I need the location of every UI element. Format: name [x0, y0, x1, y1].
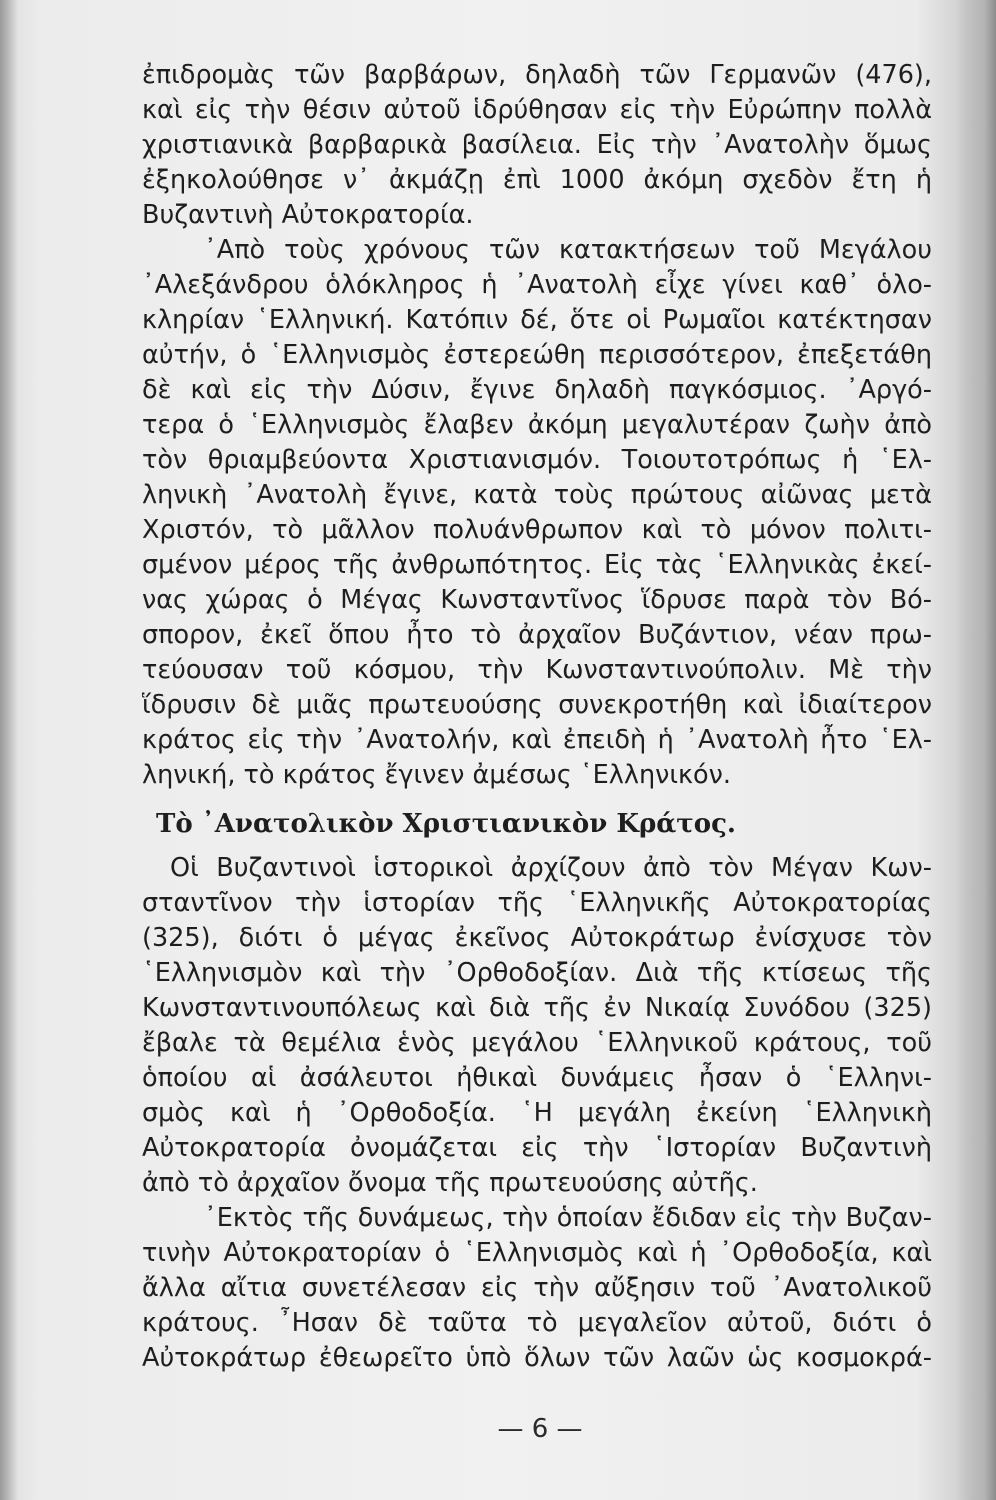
- text-line: δὲ καὶ εἰς τὴν Δύσιν, ἔγινε δηλαδὴ παγκόσμιος. ᾿Αργό-: [142, 375, 932, 405]
- text-line: Αὐτοκράτωρ ἐθεωρεῖτο ὑπὸ ὅλων τῶν λαῶν ὡς κοσμοκρά-: [142, 1343, 932, 1373]
- text-line: ἔβαλε τὰ θεμέλια ἑνὸς μεγάλου ῾Ελληνικοῦ κράτους, τοῦ: [142, 1028, 932, 1058]
- text-line: σμὸς καὶ ἡ ᾿Ορθοδοξία. ῾Η μεγάλη ἐκείνη ῾Ελληνικὴ: [142, 1098, 932, 1128]
- text-line: Οἱ Βυζαντινοὶ ἱστορικοὶ ἀρχίζουν ἀπὸ τὸν Μέγαν Κων-: [170, 853, 932, 883]
- text-line: ληνική, τὸ κράτος ἔγινεν ἀμέσως ῾Ελληνικόν.: [142, 760, 731, 790]
- text-line: ῾Ελληνισμὸν καὶ τὴν ᾿Ορθοδοξίαν. Διὰ τῆς κτίσεως τῆς: [142, 958, 932, 988]
- text-line: ἵδρυσιν δὲ μιᾶς πρωτευούσης συνεκροτήθη καὶ ἰδιαίτερον: [142, 690, 932, 720]
- text-line: τερα ὁ ῾Ελληνισμὸς ἔλαβεν ἀκόμη μεγαλυτέραν ζωὴν ἀπὸ: [142, 410, 932, 440]
- text-line: αὐτήν, ὁ ῾Ελληνισμὸς ἐστερεώθη περισσότερον, ἐπεξετάθη: [142, 340, 932, 370]
- section-heading: Τὸ ᾿Ανατολικὸν Χριστιανικὸν Κράτος.: [156, 809, 736, 839]
- text-line: ᾿Απὸ τοὺς χρόνους τῶν κατακτήσεων τοῦ Μεγάλου: [204, 235, 932, 265]
- text-line: κληρίαν ῾Ελληνική. Κατόπιν δέ, ὅτε οἱ Ρωμαῖοι κατέκτησαν: [142, 305, 932, 335]
- text-line: Χριστόν, τὸ μᾶλλον πολυάνθρωπον καὶ τὸ μόνον πολιτι-: [142, 515, 932, 545]
- page-edge-shadow: [956, 0, 996, 1500]
- text-line: καὶ εἰς τὴν θέσιν αὐτοῦ ἱδρύθησαν εἰς τὴν Εὐρώπην πολλὰ: [142, 95, 932, 125]
- text-line: κράτους. ῏Ησαν δὲ ταῦτα τὸ μεγαλεῖον αὐτοῦ, διότι ὁ: [142, 1308, 932, 1338]
- text-line: τεύουσαν τοῦ κόσμου, τὴν Κωνσταντινούπολιν. Μὲ τὴν: [142, 655, 932, 685]
- text-line: ἐξηκολούθησε ν᾿ ἀκμάζῃ ἐπὶ 1000 ἀκόμη σχεδὸν ἔτη ἡ: [142, 165, 932, 195]
- text-line: ᾿Εκτὸς τῆς δυνάμεως, τὴν ὁποίαν ἔδιδαν εἰς τὴν Βυζαν-: [204, 1203, 932, 1233]
- text-line: τὸν θριαμβεύοντα Χριστιανισμόν. Τοιουτοτρόπως ἡ ῾Ελ-: [142, 445, 932, 475]
- page-body: [142, 58, 932, 1376]
- text-line: σμένον μέρος τῆς ἀνθρωπότητος. Εἰς τὰς ῾Ελληνικὰς ἐκεί-: [142, 550, 932, 580]
- text-line: ληνικὴ ᾿Ανατολὴ ἔγινε, κατὰ τοὺς πρώτους αἰῶνας μετὰ: [142, 480, 932, 510]
- text-line: χριστιανικὰ βαρβαρικὰ βασίλεια. Εἰς τὴν ᾿Ανατολὴν ὅμως: [142, 130, 932, 160]
- page-binding-shadow: [0, 0, 18, 1500]
- text-line: τινὴν Αὐτοκρατορίαν ὁ ῾Ελληνισμὸς καὶ ἡ ᾿Ορθοδοξία, καὶ: [142, 1238, 932, 1268]
- text-line: Αὐτοκρατορία ὀνομάζεται εἰς τὴν ῾Ιστορίαν Βυζαντινὴ: [142, 1133, 932, 1163]
- text-line: ᾿Αλεξάνδρου ὁλόκληρος ἡ ᾿Ανατολὴ εἶχε γίνει καθ᾿ ὁλο-: [142, 270, 932, 300]
- text-line: ἄλλα αἴτια συνετέλεσαν εἰς τὴν αὔξησιν τοῦ ᾿Ανατολικοῦ: [142, 1273, 932, 1303]
- text-line: Βυζαντινὴ Αὐτοκρατορία.: [142, 200, 474, 230]
- text-line: ἐπιδρομὰς τῶν βαρβάρων, δηλαδὴ τῶν Γερμανῶν (476),: [142, 60, 932, 90]
- text-line: κράτος εἰς τὴν ᾿Ανατολήν, καὶ ἐπειδὴ ἡ ᾿Ανατολὴ ἦτο ῾Ελ-: [142, 725, 932, 755]
- text-line: ἀπὸ τὸ ἀρχαῖον ὄνομα τῆς πρωτευούσης αὐτῆς.: [142, 1168, 758, 1198]
- text-line: νας χώρας ὁ Μέγας Κωνσταντῖνος ἵδρυσε παρὰ τὸν Βό-: [142, 585, 932, 615]
- page-number: — 6 —: [497, 1414, 583, 1444]
- text-line: ὁποίου αἱ ἀσάλευτοι ἠθικαὶ δυνάμεις ἦσαν ὁ ῾Ελληνι-: [142, 1063, 932, 1093]
- text-line: σπορον, ἐκεῖ ὅπου ἦτο τὸ ἀρχαῖον Βυζάντιον, νέαν πρω-: [142, 620, 932, 650]
- text-line: σταντῖνον τὴν ἱστορίαν τῆς ῾Ελληνικῆς Αὐτοκρατορίας: [142, 888, 932, 918]
- text-line: (325), διότι ὁ μέγας ἐκεῖνος Αὐτοκράτωρ ἐνίσχυσε τὸν: [142, 923, 932, 953]
- text-line: Κωνσταντινουπόλεως καὶ διὰ τῆς ἐν Νικαίᾳ Συνόδου (325): [142, 993, 932, 1023]
